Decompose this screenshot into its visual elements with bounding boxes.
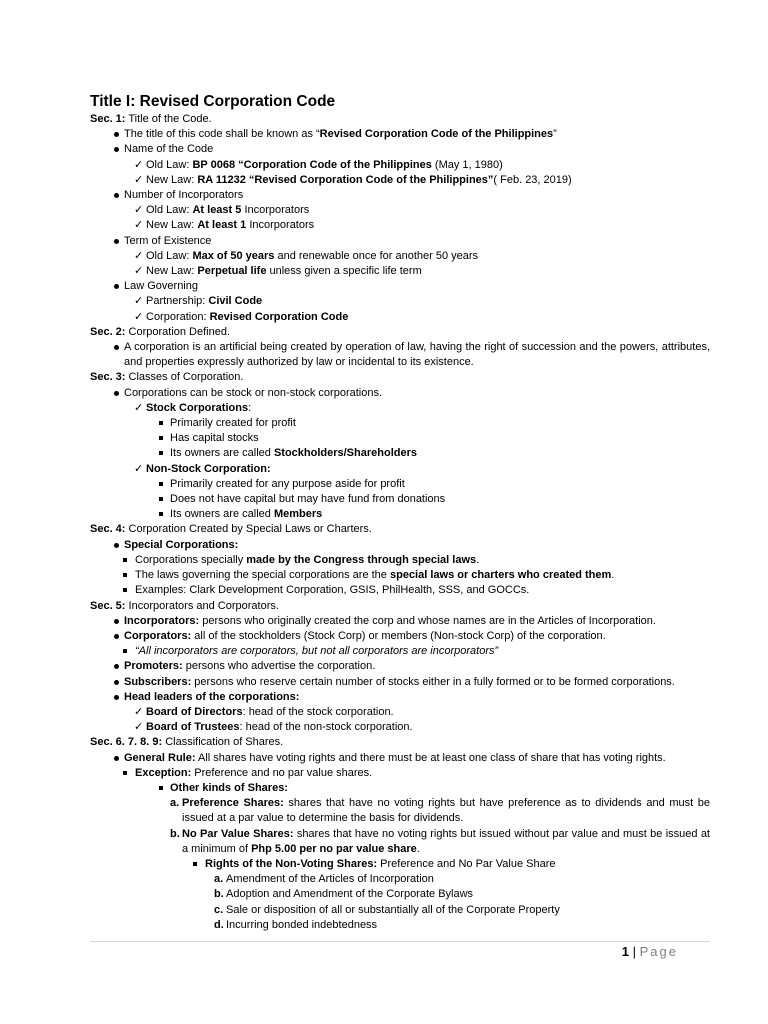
check-item	[90, 158, 710, 173]
bullet-icon	[114, 680, 119, 685]
text: Preference and no par value shares.	[191, 766, 373, 779]
text-bold: Board of Trustees	[146, 721, 240, 734]
text: :	[248, 401, 252, 414]
text: Old Law:	[146, 249, 193, 262]
list-item	[90, 431, 710, 446]
text: Its owners are called	[170, 447, 274, 460]
text: Preference and No Par Value Share	[377, 857, 556, 870]
page-footer	[622, 944, 678, 959]
item-letter: a.	[170, 797, 180, 810]
check-item	[90, 310, 710, 325]
section-label: Sec. 3:	[90, 371, 126, 384]
bullet-icon	[114, 543, 119, 548]
section-label: Sec. 4:	[90, 523, 126, 536]
list-item	[90, 781, 710, 796]
text-bold: Civil Code	[208, 295, 263, 308]
bullet-icon	[114, 193, 119, 198]
list-item	[90, 751, 710, 766]
text-bold: Board of Directors	[146, 705, 243, 718]
list-item	[90, 507, 710, 522]
section-heading	[90, 599, 710, 614]
square-bullet-icon	[159, 786, 163, 790]
text: : head of the stock corporation.	[242, 705, 394, 718]
document-content	[90, 92, 710, 933]
list-item	[90, 614, 710, 629]
lettered-item	[90, 796, 710, 826]
lettered-item	[90, 827, 710, 857]
text: Incorporators	[246, 219, 315, 232]
list-item	[90, 142, 710, 157]
text-bold: Preference Shares:	[182, 797, 284, 810]
text-bold: Special Corporations:	[124, 538, 239, 551]
text: .	[476, 553, 480, 566]
text: Primarily created for profit	[170, 417, 296, 430]
lettered-item	[90, 903, 710, 918]
text: Law Governing	[124, 280, 198, 293]
text: A corporation is an artificial being created by operation of law, having the right of succession and the powers, attributes, and properties expressly authorized by law or incidental to its existence.	[124, 341, 710, 369]
text: Primarily created for any purpose aside for profit	[170, 477, 405, 490]
list-item	[90, 386, 710, 401]
text-bold: Other kinds of Shares:	[170, 781, 288, 794]
square-bullet-icon	[159, 482, 163, 486]
section-heading	[90, 522, 710, 537]
check-icon: ✓	[134, 173, 144, 186]
text: Does not have capital but may have fund from donations	[170, 493, 446, 506]
text: Adoption and Amendment of the Corporate Bylaws	[226, 888, 474, 901]
text-bold: Stockholders/Shareholders	[273, 447, 417, 460]
bullet-icon	[114, 756, 119, 761]
text-bold: General Rule:	[124, 751, 196, 764]
list-item	[90, 690, 710, 705]
square-bullet-icon	[159, 421, 163, 425]
text-bold: Max of 50 years	[192, 249, 275, 262]
text: New Law:	[146, 219, 198, 232]
footer-divider	[90, 941, 710, 942]
lettered-item	[90, 918, 710, 933]
text: : head of the non-stock corporation.	[239, 721, 413, 734]
text: Incurring bonded indebtedness	[226, 918, 378, 931]
square-bullet-icon	[159, 451, 163, 455]
text-bold: Rights of the Non-Voting Shares:	[205, 857, 378, 870]
section-title: Classes of Corporation.	[125, 371, 244, 384]
check-icon: ✓	[134, 249, 144, 262]
text-bold: Php 5.00 per no par value share	[251, 842, 417, 855]
item-letter: b.	[170, 827, 180, 840]
section-heading	[90, 735, 710, 750]
square-bullet-icon	[123, 649, 127, 653]
text-bold: Stock Corporations	[146, 401, 249, 414]
text: .	[611, 569, 615, 582]
check-icon: ✓	[134, 295, 144, 308]
square-bullet-icon	[123, 588, 127, 592]
list-item	[90, 477, 710, 492]
bullet-icon	[114, 391, 119, 396]
text: unless given a specific life term	[266, 265, 422, 278]
text: persons who originally created the corp and whose names are in the Articles of Incorporation.	[199, 614, 656, 627]
check-icon: ✓	[134, 219, 144, 232]
bullet-icon	[114, 284, 119, 289]
section-title: Title of the Code.	[125, 113, 212, 125]
check-icon: ✓	[134, 310, 144, 323]
square-bullet-icon	[123, 573, 127, 577]
item-letter: c.	[214, 903, 224, 916]
section-title: Corporation Created by Special Laws or Charters.	[125, 523, 372, 536]
text: Old Law:	[146, 204, 193, 217]
list-item	[90, 538, 710, 553]
check-icon: ✓	[134, 721, 144, 734]
list-item	[90, 234, 710, 249]
bullet-icon	[114, 619, 119, 624]
text: Number of Incorporators	[124, 189, 244, 202]
text-bold: RA 11232 “Revised Corporation Code of the Philippines”	[197, 173, 494, 186]
text: Old Law:	[146, 158, 193, 171]
square-bullet-icon	[123, 558, 127, 562]
section-label: Sec. 6. 7. 8. 9:	[90, 736, 163, 749]
check-icon: ✓	[134, 265, 144, 278]
text: Examples: Clark Development Corporation, GSIS, PhilHealth, SSS, and GOCCs.	[135, 584, 530, 597]
page-word: Page	[639, 944, 678, 959]
text-bold: special laws or charters who created them	[389, 569, 612, 582]
text-bold: Perpetual life	[197, 265, 267, 278]
text: New Law:	[146, 265, 198, 278]
text: Corporations can be stock or non-stock corporations.	[124, 386, 383, 399]
text: New Law:	[146, 173, 198, 186]
text-bold: No Par Value Shares:	[182, 827, 294, 840]
bullet-icon	[114, 147, 119, 152]
text: all of the stockholders (Stock Corp) or members (Non-stock Corp) of the corporation.	[191, 629, 606, 642]
square-bullet-icon	[193, 862, 197, 866]
text-bold: made by the Congress through special laws	[246, 553, 477, 566]
text-bold: At least 5	[192, 204, 242, 217]
list-item	[90, 659, 710, 674]
text-bold: Revised Corporation Code	[209, 310, 349, 323]
section-title: Incorporators and Corporators.	[125, 599, 279, 612]
list-item	[90, 644, 710, 659]
square-bullet-icon	[159, 436, 163, 440]
list-item	[90, 340, 710, 370]
text-bold: Subscribers:	[124, 675, 192, 688]
list-item	[90, 568, 710, 583]
list-item	[90, 583, 710, 598]
bullet-icon	[114, 695, 119, 700]
check-icon: ✓	[134, 204, 144, 217]
check-icon: ✓	[134, 401, 144, 414]
text: Amendment of the Articles of Incorporation	[226, 873, 434, 886]
text-bold: Head leaders of the corporations:	[124, 690, 300, 703]
check-item	[90, 401, 710, 416]
check-item	[90, 294, 710, 309]
square-bullet-icon	[159, 497, 163, 501]
quote-text: “All incorporators are corporators, but not all corporators are incorporators”	[135, 645, 499, 658]
list-item	[90, 857, 710, 872]
footer-separator: |	[632, 944, 636, 959]
text: persons who advertise the corporation.	[182, 660, 376, 673]
section-label: Sec. 2:	[90, 325, 126, 338]
lettered-item	[90, 887, 710, 902]
text: .	[416, 842, 420, 855]
text-bold: Incorporators:	[124, 614, 200, 627]
check-icon: ✓	[134, 158, 144, 171]
bullet-icon	[114, 664, 119, 669]
text: ”	[553, 128, 557, 141]
text: shares that have no voting rights but issued without par value and must be issued at a minimum of	[182, 827, 710, 855]
list-item	[90, 279, 710, 294]
check-item	[90, 705, 710, 720]
section-heading	[90, 112, 710, 127]
bullet-icon	[114, 239, 119, 244]
text: persons who reserve certain number of stocks either in a fully formed or to be formed corporations.	[191, 675, 675, 688]
section-label: Sec. 5:	[90, 599, 126, 612]
lettered-item	[90, 872, 710, 887]
item-letter: b.	[214, 888, 224, 901]
list-item	[90, 446, 710, 461]
text: Term of Existence	[124, 234, 212, 247]
check-item	[90, 462, 710, 477]
list-item	[90, 766, 710, 781]
text: The laws governing the special corporations are the	[135, 569, 390, 582]
check-item	[90, 264, 710, 279]
page-number: 1	[621, 944, 629, 959]
bullet-icon	[114, 345, 119, 350]
check-icon: ✓	[134, 462, 144, 475]
section-heading	[90, 370, 710, 385]
text: Has capital stocks	[170, 432, 259, 445]
text: Corporations specially	[135, 553, 247, 566]
text-bold: Members	[273, 508, 323, 521]
list-item	[90, 127, 710, 142]
section-label: Sec. 1:	[90, 113, 126, 125]
text: The title of this code shall be known as “	[124, 128, 320, 141]
bullet-icon	[114, 634, 119, 639]
item-letter: d.	[214, 918, 224, 931]
list-item	[90, 416, 710, 431]
list-item	[90, 629, 710, 644]
text: (May 1, 1980)	[431, 158, 503, 171]
list-item	[90, 675, 710, 690]
text: Sale or disposition of all or substantially all of the Corporate Property	[226, 903, 560, 916]
text: ( Feb. 23, 2019)	[493, 173, 572, 186]
text: Corporation:	[146, 310, 210, 323]
list-item	[90, 492, 710, 507]
bullet-icon	[114, 132, 119, 137]
section-heading	[90, 325, 710, 340]
section-title: Classification of Shares.	[162, 736, 284, 749]
check-icon: ✓	[134, 705, 144, 718]
page-title: Title I: Revised Corporation Code	[90, 93, 336, 110]
text: Partnership:	[146, 295, 209, 308]
text: Name of the Code	[124, 143, 214, 156]
text: All shares have voting rights and there must be at least one class of share that has voting rights.	[195, 751, 666, 764]
check-item	[90, 203, 710, 218]
text-bold: Non-Stock Corporation:	[146, 462, 271, 475]
text: shares that have no voting rights but have preference as to dividends and must be issued at a par value to determine the basis for dividends.	[182, 797, 710, 825]
square-bullet-icon	[159, 512, 163, 516]
text: Incorporators	[241, 204, 310, 217]
text-bold: Corporators:	[124, 629, 192, 642]
check-item	[90, 173, 710, 188]
check-item	[90, 249, 710, 264]
text-bold: Revised Corporation Code of the Philippines	[319, 128, 554, 141]
text: Its owners are called	[170, 508, 274, 521]
text: and renewable once for another 50 years	[274, 249, 479, 262]
item-letter: a.	[214, 873, 224, 886]
text-bold: Exception:	[135, 766, 192, 779]
check-item	[90, 720, 710, 735]
text-bold: At least 1	[197, 219, 247, 232]
list-item	[90, 188, 710, 203]
list-item	[90, 553, 710, 568]
text-bold: Promoters:	[124, 660, 183, 673]
text-bold: BP 0068 “Corporation Code of the Philippines	[192, 158, 432, 171]
square-bullet-icon	[123, 771, 127, 775]
check-item	[90, 218, 710, 233]
section-title: Corporation Defined.	[125, 325, 231, 338]
